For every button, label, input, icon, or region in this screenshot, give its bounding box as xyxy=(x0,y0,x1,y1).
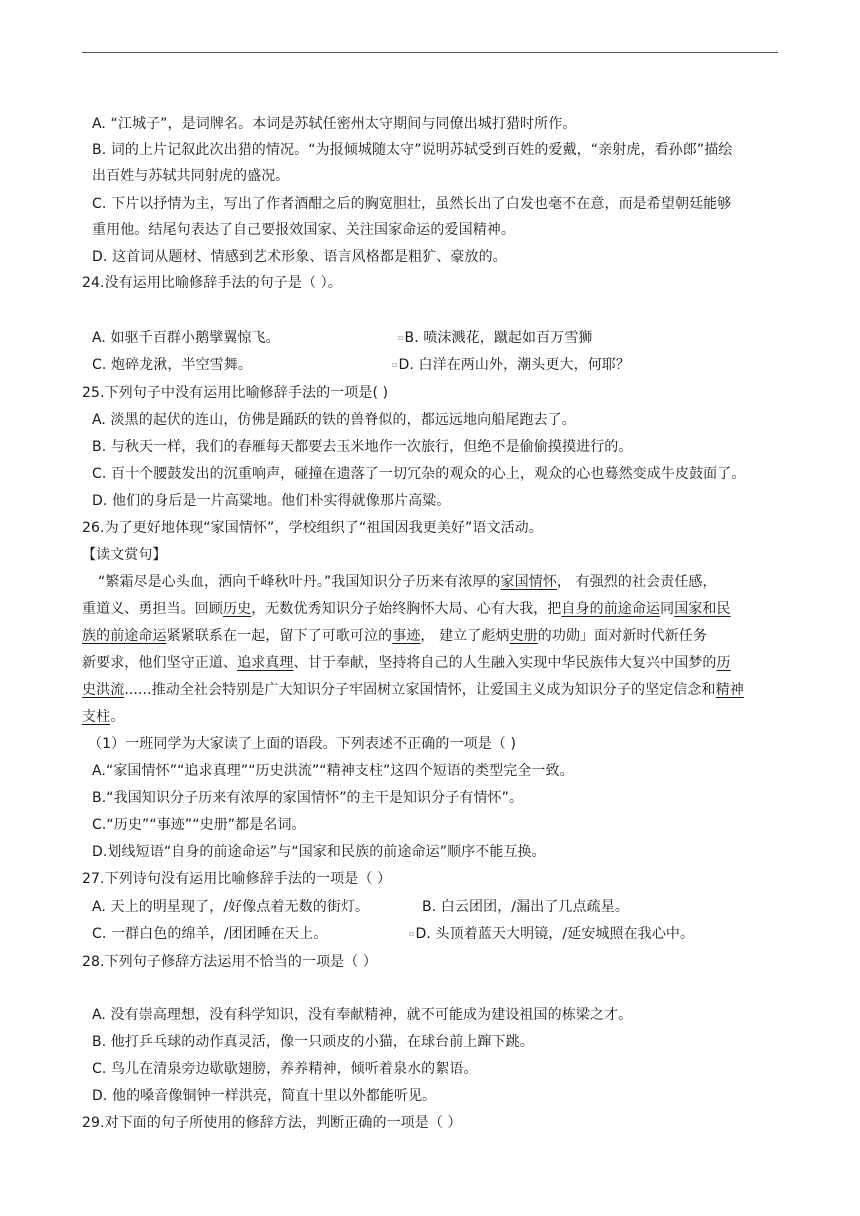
q26-stem: 26.为了更好地体现“家国情怀”，学校组织了“祖国因我更美好”语文活动。 xyxy=(82,520,543,536)
q26-passage-line5: 史洪流......推动全社会特别是广大知识分子牢固树立家国情怀，让爱国主义成为知识分子的坚定信念和精神 xyxy=(82,682,744,698)
q26-option-a: A.“家国情怀”“追求真理”“历史洪流”“精神支柱”这四个短语的类型完全一致。 xyxy=(92,763,574,779)
underlined-phrase: 家国情怀 xyxy=(500,574,557,590)
q28-option-a: A. 没有崇高理想，没有科学知识，没有奉献精神，就不可能成为建设祖国的栋梁之才。 xyxy=(92,1007,633,1023)
q25-option-c: C. 百十个腰鼓发出的沉重响声，碰撞在遗落了一切冗杂的观众的心上，观众的心也蓦然变成牛皮鼓面了。 xyxy=(92,466,746,482)
q26-option-b: B.“我国知识分子历来有浓厚的家国情怀”的主干是知识分子有情怀”。 xyxy=(92,790,524,806)
q27-stem: 27.下列诗句没有运用比喻修辞手法的一项是（ ） xyxy=(82,871,392,887)
q26-subquestion-1: （1）一班同学为大家读了上面的语段。下列表述不正确的一项是（ ) xyxy=(88,736,517,752)
q26-passage-line6: 支柱。 xyxy=(82,709,125,725)
q28-option-d: D. 他的嗓音像铜钟一样洪亮，简直十里以外都能听见。 xyxy=(92,1088,437,1104)
q27-option-d: ▫D. 头顶着蓝天大明镜，/延安城照在我心中。 xyxy=(409,926,695,942)
header-rule xyxy=(82,52,778,53)
q24-option-a: A. 如驱千百群小鹅擘翼惊飞。 xyxy=(92,330,280,346)
q23-option-a: A. “江城子”，是词牌名。本词是苏轼任密州太守期间与同僚出城打猎时所作。 xyxy=(92,116,577,132)
anchor-mark-icon: ▫ xyxy=(409,929,415,938)
q23-option-b-line2: 出百姓与苏轼共同射虎的盛况。 xyxy=(92,168,290,184)
underlined-phrase: 历 xyxy=(716,655,731,671)
underlined-phrase: 事迹 xyxy=(392,628,421,644)
underlined-phrase: 史册 xyxy=(509,628,538,644)
q23-option-c-line2: 重用他。结尾句表达了自己要报效国家、关注国家命运的爱国精神。 xyxy=(92,222,515,238)
q25-option-b: B. 与秋天一样，我们的春雁每天都要去玉米地作一次旅行，但绝不是偷偷摸摸进行的。 xyxy=(92,439,633,455)
underlined-phrase: 族的前途命运 xyxy=(82,628,167,644)
q25-option-a: A. 淡黑的起伏的连山，仿佛是踊跃的铁的兽脊似的，都远远地向船尾跑去了。 xyxy=(92,412,576,428)
q25-stem: 25.下列句子中没有运用比喻修辞手法的一项是( ) xyxy=(82,385,389,401)
q26-option-d: D.划线短语“自身的前途命运”与“国家和民族的前途命运”顺序不能互换。 xyxy=(92,844,546,860)
underlined-phrase: 历史 xyxy=(223,601,252,617)
q28-option-c: C. 鸟儿在清泉旁边歇歇翅膀，养养精神，倾听着泉水的絮语。 xyxy=(92,1061,478,1077)
underlined-phrase: 支柱 xyxy=(82,709,111,725)
q25-option-d: D. 他们的身后是一片高粱地。他们朴实得就像那片高粱。 xyxy=(92,493,451,509)
q26-passage-line4: 新要求，他们坚守正道、追求真理、甘于奉献，坚持将自己的人生融入实现中华民族伟大复兴中国梦的历 xyxy=(82,655,731,671)
q26-section-heading: 【读文赏句】 xyxy=(82,547,167,563)
underlined-phrase: 自身的前途命运 xyxy=(561,601,661,617)
q24-option-d: ▫D. 白洋在两山外，潮头更大，何耶？ xyxy=(392,357,631,373)
underlined-phrase: 国家和民 xyxy=(674,601,731,617)
q26-passage-line1: “繁霜尽是心头血，洒向千峰秋叶丹。”我国知识分子历来有浓厚的家国情怀， 有强烈的社会责任感， xyxy=(98,574,717,590)
q23-option-b-line1: B. 词的上片记叙此次出猎的情况。“为报倾城随太守”说明苏轼受到百姓的爱戴，“亲射虎，看孙郎”描绘 xyxy=(92,142,733,158)
anchor-mark-icon: ▫ xyxy=(392,360,398,369)
q26-option-c: C.“历史”“事迹”“史册”都是名词。 xyxy=(92,817,306,833)
q28-stem: 28.下列句子修辞方法运用不恰当的一项是（ ） xyxy=(82,954,378,970)
q24-stem: 24.没有运用比喻修辞手法的句子是（ ）。 xyxy=(82,275,342,291)
q27-option-c: C. 一群白色的绵羊，/团团睡在天上。 xyxy=(92,926,328,942)
underlined-phrase: 追求真理 xyxy=(237,655,294,671)
q23-option-c-line1: C. 下片以抒情为主，写出了作者酒酣之后的胸宽胆壮，虽然长出了白发也毫不在意，而是希望朝廷能够 xyxy=(92,196,732,212)
q26-passage-line3: 族的前途命运紧紧联系在一起，留下了可歌可泣的事迹， 建立了彪炳史册的功勋」面对新时代新任务 xyxy=(82,628,707,644)
q27-option-a: A. 天上的明星现了，/好像点着无数的街灯。 xyxy=(92,899,370,915)
underlined-phrase: 史洪流 xyxy=(82,682,125,698)
q26-passage-line2: 重道义、勇担当。回顾历史，无数优秀知识分子始终胸怀大局、心有大我，把自身的前途命运同国家和民 xyxy=(82,601,731,617)
q24-option-b: ▫B. 喷沫溅花，蹴起如百万雪狮 xyxy=(398,330,593,346)
q27-option-b: B. 白云团团，/漏出了几点疏星。 xyxy=(422,899,629,915)
q23-option-d: D. 这首词从题材、情感到艺术形象、语言风格都是粗犷、豪放的。 xyxy=(92,249,507,265)
underlined-phrase: 精神 xyxy=(715,682,744,698)
anchor-mark-icon: ▫ xyxy=(398,333,404,342)
q28-option-b: B. 他打乒乓球的动作真灵活，像一只顽皮的小猫，在球台前上蹿下跳。 xyxy=(92,1034,534,1050)
q24-option-c: C. 炮碎龙湫，半空雪舞。 xyxy=(92,357,252,373)
q29-stem: 29.对下面的句子所使用的修辞方法，判断正确的一项是（ ） xyxy=(82,1115,462,1131)
